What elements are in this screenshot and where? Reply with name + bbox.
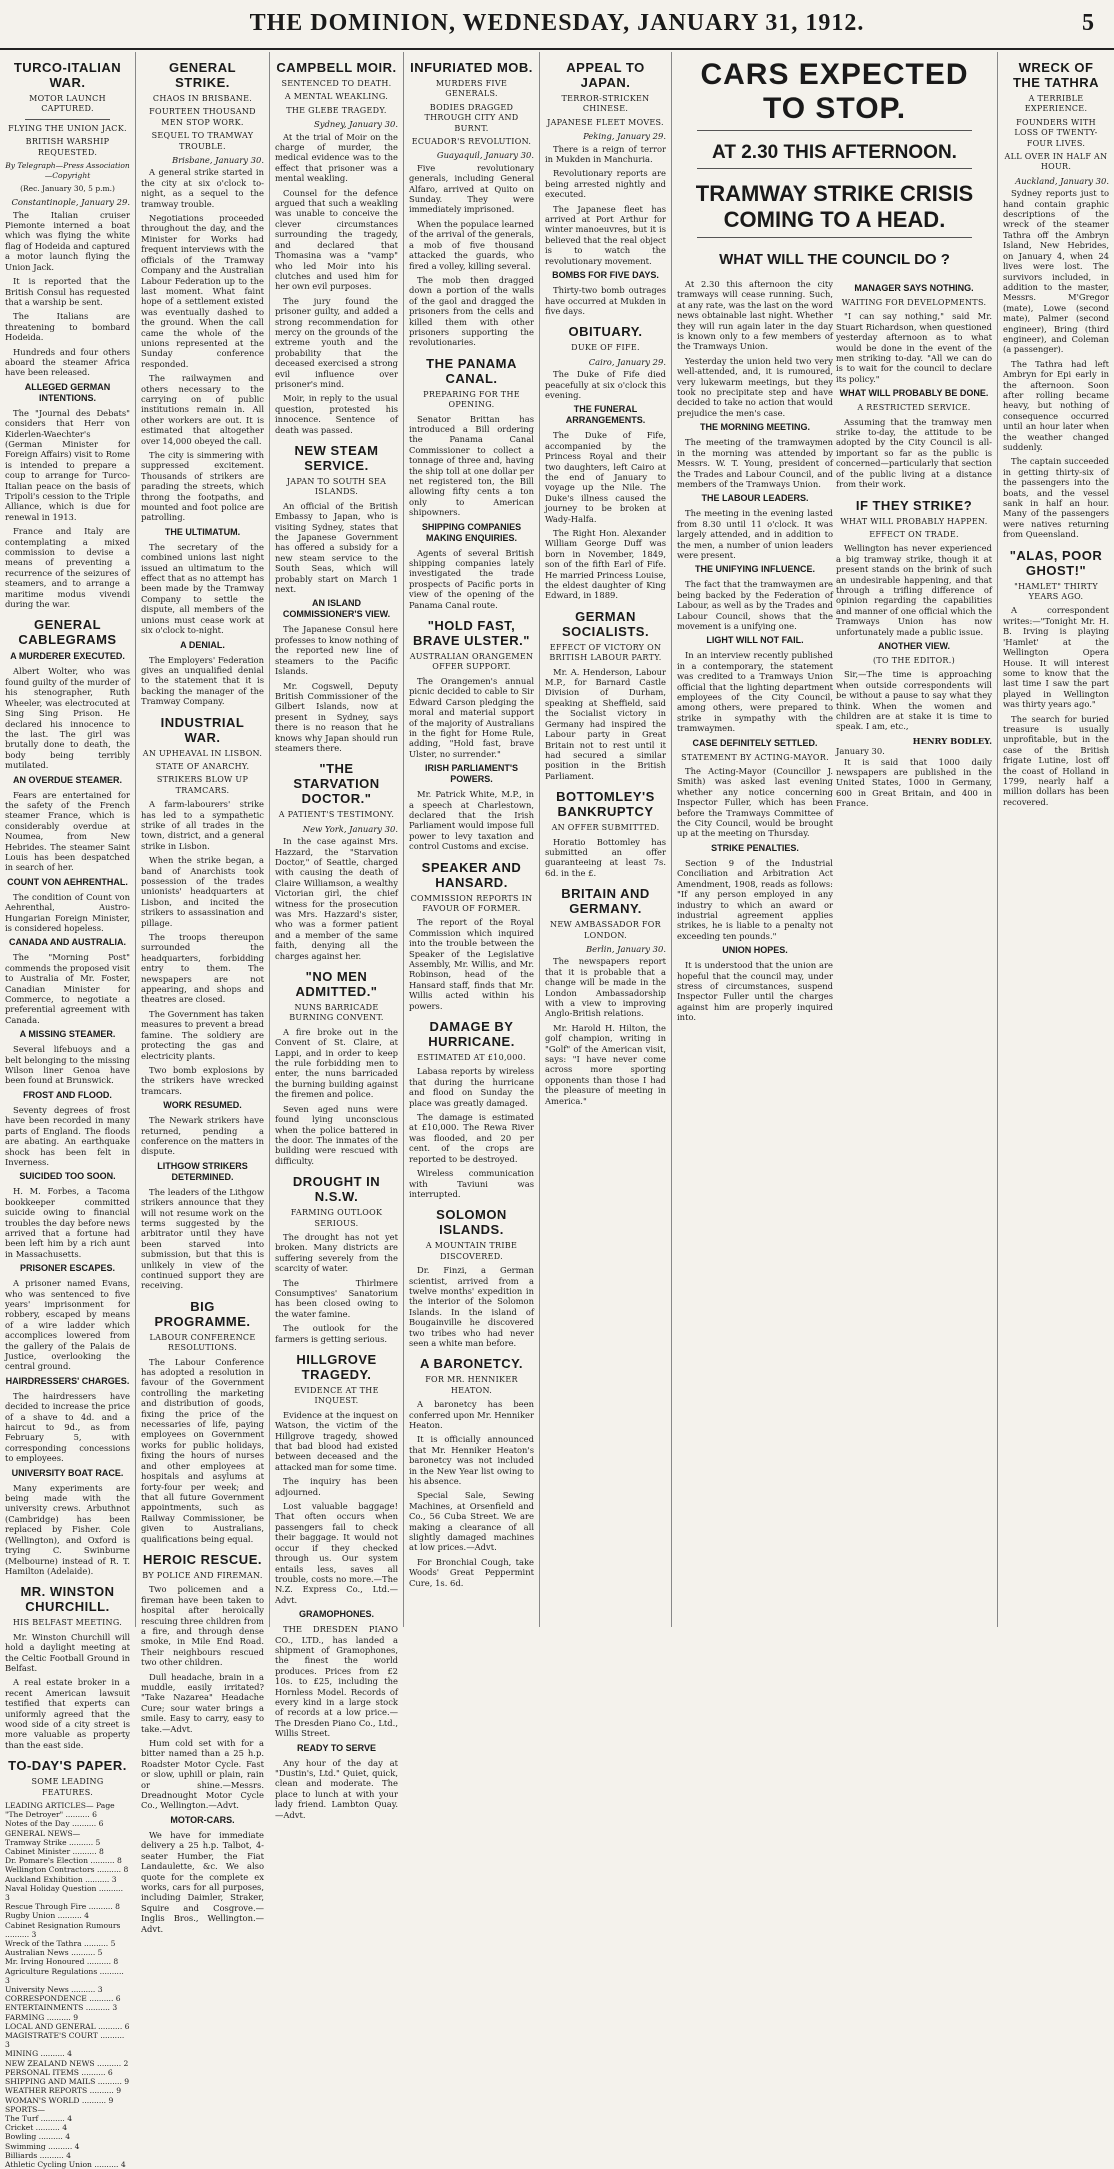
advertisement: Any hour of the day at "Dustin's, Ltd." Quiet, quick, clean and moderate. The place to lunch at with your lady friend. Lambton Quay.—Advt. — [275, 1757, 398, 1820]
article-paragraph: The damage is estimated at £10,000. The Rewa River was flooded, and 20 per cent. of the crops are reported to be destroyed. — [409, 1112, 534, 1164]
headline-heroic-rescue: HEROIC RESCUE. — [143, 1551, 262, 1567]
article-paragraph: A prisoner named Evans, who was sentenced to five years' imprisonment for robbery, escaped by means of a wire ladder which accomplices lowered from the gallery of the Palais de Justice, overlooking the central ground. — [5, 1278, 130, 1372]
article-paragraph: Albert Wolter, who was found guilty of the murder of his stenographer, Ruth Wheeler, was electrocuted at Sing Sing Prison. He declared his innocence to the last. The girl was brutally done to death, the body being terribly mutilated. — [5, 666, 130, 771]
headline-if-they-strike: IF THEY STRIKE? — [855, 497, 973, 513]
deck: MOTOR LAUNCH CAPTURED. — [29, 94, 106, 114]
headline-infuriated-mob: INFURIATED MOB. — [410, 60, 533, 75]
subhead: UNIVERSITY BOAT RACE. — [11, 1467, 124, 1478]
deck: AN OFFER SUBMITTED. — [551, 823, 660, 833]
deck: A TERRIBLE EXPERIENCE. — [1024, 94, 1088, 114]
subhead: THE LABOUR LEADERS. — [701, 493, 809, 504]
lead-subheadline: TRAMWAY STRIKE CRISIS COMING TO A HEAD. — [695, 181, 974, 232]
headline-bottomley: BOTTOMLEY'S BANKRUPTCY — [556, 789, 655, 820]
article-paragraph: The Japanese fleet has arrived at Port Arthur for winter manoeuvres, but it is believed that the real object is to watch the revolutionary movement. — [545, 203, 666, 266]
article-paragraph: Thirty-two bomb outrages have occurred at Mukden in five days. — [545, 285, 666, 316]
contents-item: Wreck of the Tathra .......... 5 — [5, 1939, 116, 1949]
divider — [697, 130, 972, 131]
contents-item: Mr. Irving Honoured .......... 8 — [5, 1957, 119, 1967]
advertisement: Dull headache, brain in a muddle, easily irritated? "Take Nazarea" Headache Cure; sour water brings a smile. Easy to carry, easy to take.—Advt. — [141, 1671, 264, 1734]
contents-item: PERSONAL ITEMS .......... 6 — [5, 2067, 113, 2077]
dateline: Brisbane, January 30. — [171, 155, 264, 166]
advertisement: We have for immediate delivery a 25 h.p. Talbot, 4-seater Humber, the Fiat Landaulette, &c. We also quote for the complete ex works, cars for all purposes, including Daimler, Straker, Squire and Cosgrove.—Inglis Bros., Wellington.—Advt. — [141, 1829, 264, 1934]
article-paragraph: In the case against Mrs. Hazzard, the "Starvation Doctor," of Seattle, charged with causing the death of Claire Williamson, a wealthy Victorian girl, the chief witness for the prosecution was Mrs. Hazzard's sister, who was a former patient and a member of the same faith, denying all the charges against her. — [275, 836, 398, 961]
article-paragraph: The hairdressers have decided to increase the price of a shave to 4d. and a haircut to 9d., as from February 5, with corresponding concessions to employees. — [5, 1390, 130, 1464]
headline-starvation-doctor: "THE STARVATION DOCTOR." — [293, 761, 380, 807]
article-paragraph: The Orangemen's annual picnic decided to cable to Sir Edward Carson pledging the moral and material support of the majority of Australians in the fight for Home Rule, adding, "Hold fast, brave Ulster, no surrender." — [409, 675, 534, 759]
article-paragraph: It is understood that the union are hopeful that the council may, under stress of circumstances, suspend Inspector Fuller until the charges against him are properly inquired into. — [677, 960, 833, 1023]
column-5 — [540, 52, 672, 1627]
article-paragraph: Mr. Winston Churchill will hold a daylight meeting at the Celtic Football Ground in Belfast. — [5, 1631, 130, 1673]
article-paragraph: The Government has taken measures to prevent a bread famine. The soldiery are protecting the gas and electricity plants. — [141, 1008, 264, 1061]
deck: EFFECT OF VICTORY ON BRITISH LABOUR PARTY. — [549, 642, 662, 663]
subhead: ANOTHER VIEW. — [877, 640, 950, 651]
column-1 — [0, 52, 136, 2169]
deck: A MOUNTAIN TRIBE DISCOVERED. — [425, 1241, 518, 1261]
deck: AUSTRALIAN ORANGEMEN OFFER SUPPORT. — [409, 652, 534, 672]
headline-big-programme: BIG PROGRAMME. — [154, 1298, 251, 1329]
deck: STATE OF ANARCHY. — [155, 761, 250, 771]
article-paragraph: It is said that 1000 daily newspapers are published in the United States, 1000 in Germany, 600 in Great Britain, and 400 in France. — [836, 756, 992, 809]
article-paragraph: A real estate broker in a recent American lawsuit testified that experts can uniformly agreed that the wood side of a city street is more valuable as property than the east side. — [5, 1677, 130, 1750]
article-paragraph: Mr. A. Henderson, Labour M.P., for Barnard Castle Division of Durham, speaking at Sheffield, said the Socialist victory in Germany had inspired the Labour party in Great Britain not to rest until it had secured a similar position in the British Parliament. — [545, 666, 666, 781]
subhead: CASE DEFINITELY SETTLED. — [692, 737, 818, 748]
article-paragraph: Negotiations proceeded throughout the day, and the Minister for Works had frequent interviews with the officials of the Tramway Company and the Australian Labour Federation up to the last moment. What faint hope of a settlement existed was eventually dashed to the ground. When the call came the whole of the unions represented at the Sunday conference responded. — [141, 213, 264, 369]
subhead: A MISSING STEAMER. — [19, 1029, 116, 1040]
headline-no-men-admitted: "NO MEN ADMITTED." — [295, 969, 378, 1000]
article-paragraph: The Tathra had left Ambryn for Epi early in the afternoon. Soon after rolling became heavy, but nothing of consequence occurred until an hour later when the weather changed suddenly. — [1003, 358, 1109, 452]
article-paragraph: Sir,—The time is approaching when outside correspondents will be without a pause to say what they think. When the women and children are at stake it is time to speak. I am, etc., — [836, 669, 992, 732]
contents-item: "The Detroyer" .......... 6 — [5, 1810, 97, 1820]
subhead: COUNT VON AEHRENTHAL. — [7, 876, 128, 887]
article-paragraph: The newspapers report that it is probable that a change will be made in the London Ambassadorship with a view to improving Anglo-British relations. — [545, 956, 666, 1019]
article-paragraph: The meeting of the tramwaymen in the morning was attended by Messrs. W. T. Young, president of the Trades and Labour Council, and members of the Tramways Union. — [677, 437, 833, 489]
subhead: A MURDERER EXECUTED. — [10, 651, 125, 662]
contents-item: Auckland Exhibition .......... 3 — [5, 1874, 117, 1884]
subhead: STRIKE PENALTIES. — [711, 842, 799, 853]
headline-appeal-to-japan: APPEAL TO JAPAN. — [566, 60, 645, 90]
article-paragraph: Two policemen and a fireman have been taken to hospital after heroically rescuing three children from a fire, and through dense smoke, in Mile End Road. Their neighbours rescued two other children. — [141, 1584, 264, 1668]
deck: JAPAN TO SOUTH SEA ISLANDS. — [286, 477, 387, 497]
article-paragraph: The secretary of the combined unions last night issued an ultimatum to the effect that as no attempt has been made by the Tramway Company to settle the dispute, all members of the unions must cease work at six o'clock to-night. — [141, 541, 264, 636]
article-paragraph: Wireless communication with Taviuni was interrupted. — [409, 1168, 534, 1199]
contents-item: Notes of the Day .......... 6 — [5, 1819, 104, 1829]
subhead: READY TO SERVE — [296, 1742, 377, 1753]
article-paragraph: Fears are entertained for the safety of the French steamer France, which is considerably overdue at Noumea, from New Hebrides. The steamer Saint Louis has been despatched in search of her. — [5, 789, 130, 873]
deck: FARMING OUTLOOK SERIOUS. — [290, 1208, 383, 1228]
advertisement: Lost valuable baggage! That often occurs when passengers fail to check their baggage. It would not occur if they checked through us. Our system entails less, saves all trouble, costs no more.—The N.Z. Express Co., Ltd.—Advt. — [275, 1501, 398, 1605]
deck: TERROR-STRICKEN CHINESE. — [561, 94, 650, 114]
headline-speaker-hansard: SPEAKER AND HANSARD. — [421, 859, 522, 890]
headline-hold-fast-ulster: "HOLD FAST, BRAVE ULSTER." — [413, 618, 530, 649]
subhead: IRISH PARLIAMENT'S POWERS. — [425, 763, 518, 785]
subhead: AN ISLAND COMMISSIONER'S VIEW. — [282, 598, 391, 620]
contents-item: Tramway Strike .......... 5 — [5, 1837, 101, 1847]
article-paragraph: Mr. Harold H. Hilton, the golf champion, writing in "Golf" of the American visit, says: "I have never come across more sporting opponents than those I had the pleasure of meeting in America." — [545, 1022, 666, 1106]
article-paragraph: The Duke of Fife died peacefully at six o'clock this evening. — [545, 369, 666, 400]
deck: FOUNDERS WITH LOSS OF TWENTY-FOUR LIVES. — [1014, 117, 1098, 148]
advertisement: THE DRESDEN PIANO CO., LTD., has landed a shipment of Gramophones, the finest the world produces. Prices from £2 10s. to £25, including the Hornless Model. Records of every kind in a large stock of records at a low price.—The Dresden Piano Co., Ltd., Willis Street. — [275, 1624, 398, 1739]
article-paragraph: The "Journal des Debats" considers that Herr von Kiderlen-Waechter's (German Minister for Foreign Affairs) visit to Rome is intended to prepare a coup to arrange for Turco-Italian peace on the basis of Tripoli's cession to the Triple Alliance, which is due for renewal in 1913. — [5, 407, 130, 522]
article-paragraph: When the strike began, a band of Anarchists took possession of the trades unionists' headquarters at Lisbon, and incited the strikers to assassination and pillage. — [141, 855, 264, 928]
deck: AN UPHEAVAL IN LISBON. — [142, 748, 263, 758]
letter-signature: HENRY BODLEY. — [912, 735, 992, 746]
contents-item: LEADING ARTICLES— Page — [5, 1801, 115, 1810]
article-paragraph: Two bomb explosions by the strikers have wrecked tramcars. — [141, 1064, 264, 1096]
article-paragraph: It is reported that the British Consul has requested that a warship be sent. — [5, 276, 130, 307]
deck: A MENTAL WEAKLING. — [284, 92, 389, 102]
contents-item: NEW ZEALAND NEWS .......... 2 — [5, 2058, 129, 2068]
contents-item: The Turf .......... 4 — [5, 2113, 73, 2123]
subhead: MANAGER SAYS NOTHING. — [854, 283, 974, 293]
contents-item: Billiards .......... 4 — [5, 2150, 72, 2160]
lead-right-half — [836, 279, 992, 1027]
article-paragraph: The "Morning Post" commends the proposed visit to Australia of Mr. Foster, Canadian Minister for Commerce, to negotiate a preferential agreement with Canada. — [5, 952, 130, 1025]
headline-alas-poor-ghost: "ALAS, POOR GHOST!" — [1009, 547, 1103, 578]
article-paragraph: The inquiry has been adjourned. — [275, 1476, 398, 1497]
article-paragraph: A farm-labourers' strike has led to a sympathetic strike of all trades in the town, district, and a general strike in Lisbon. — [141, 799, 264, 851]
subhead: MOTOR-CARS. — [170, 1814, 235, 1825]
subhead: LIGHT WILL NOT FAIL. — [706, 635, 804, 646]
article-paragraph: The outlook for the farmers is getting serious. — [275, 1323, 398, 1344]
letter-date: January 30. — [836, 746, 885, 757]
deck: THE GLEBE TRAGEDY. — [286, 105, 387, 115]
article-paragraph: The captain succeeded in getting thirty-six of the passengers into the boats, and the vessel sank in half an hour. Many of the passengers were natives returning from Queensland. — [1003, 456, 1109, 540]
lead-subheadline: AT 2.30 THIS AFTERNOON. — [712, 142, 957, 163]
deck: STRIKERS BLOW UP TRAMCARS. — [156, 775, 249, 795]
divider — [25, 119, 110, 120]
headline-general-strike: GENERAL STRIKE. — [168, 60, 237, 90]
article-paragraph: The Italians are threatening to bombard Hodeida. — [5, 311, 130, 343]
article-paragraph: "I can say nothing," said Mr. Stuart Richardson, when questioned yesterday afternoon as to what would be done in the event of the men striking to-day. "All we can do is to wait for the council to declare its policy." — [836, 311, 992, 384]
deck: EFFECT ON TRADE. — [869, 529, 959, 539]
article-paragraph: Counsel for the defence argued that such a weakling was unable to conceive the clever circumstances surrounding the tragedy, and declared that Thomasina was a "vamp" who led Moir into his clutches and used him for her own evil purposes. — [275, 187, 398, 292]
article-paragraph: A baronetcy has been conferred upon Mr. Henniker Heaton. — [409, 1399, 534, 1430]
masthead — [0, 0, 1114, 50]
article-paragraph: Moir, in reply to the usual question, protested his innocence. Sentence of death was passed. — [275, 393, 398, 435]
contents-item: WEATHER REPORTS .......... 9 — [5, 2086, 122, 2096]
article-paragraph: Dr. Finzi, a German scientist, arrived from a twelve months' expedition in the interior of the Solomon Islands. In the island of Bougainville he discovered two tribes who had never seen a white man before. — [409, 1265, 534, 1348]
column-7 — [998, 52, 1114, 1627]
deck: (TO THE EDITOR.) — [872, 655, 956, 665]
contents-item: MINING .......... 4 — [5, 2049, 72, 2059]
article-paragraph: At 2.30 this afternoon the city tramways will cease running. Such, at any rate, was the last on the word news obtainable last night. Whether they will run again later in the day is known only to a few members of the Tramways Union. — [677, 279, 833, 352]
column-4 — [404, 52, 540, 1627]
article-paragraph: The railwaymen and others necessary to the carrying on of public institutions remain in. All other workers are out. It is estimated that altogether over 14,000 obeyed the call. — [141, 373, 264, 446]
article-paragraph: Wellington has never experienced a big tramway strike, though it at present stands on the brink of such an undesirable happening, and that through a trifling difference of opinion regarding the capabilities and manner of one official which the Tramways Union has now unfortunately made a public issue. — [836, 543, 992, 637]
article-paragraph: The Labour Conference has adopted a resolution in favour of the Government controlling the marketing and distribution of goods, fixing the price of the necessaries of life, paying employees on Government works for public holidays, fixing the hours of nurses and other employees at hospitals and asylums at forty-four per week; and that all future Government appointments, such as Railway Commissioner, be given to Australians, qualifications being equal. — [141, 1356, 264, 1544]
article-paragraph: Seventy degrees of frost have been recorded in many parts of England. The floods are abating. An earthquake shock has been felt in Inverness. — [5, 1104, 130, 1167]
article-paragraph: The troops thereupon surrounded the headquarters, forbidding entry to them. The newspapers are not appearing, and shops and theatres are closed. — [141, 932, 264, 1005]
contents-item: Agriculture Regulations .......... 3 — [5, 1966, 124, 1985]
headline-turco-italian: TURCO-ITALIAN WAR. — [13, 60, 122, 90]
article-paragraph: Section 9 of the Industrial Conciliation and Arbitration Act Amendment, 1908, reads as follows: "If any person employed in any industry to which an award or industrial agreement applies strikes, he is liable to a penalty not exceeding ten pounds." — [677, 857, 833, 941]
article-paragraph: Agents of several British shipping companies lately investigated the trade prospects of Pacific ports in view of the opening of the Panama Canal route. — [409, 547, 534, 610]
subhead: GRAMOPHONES. — [298, 1609, 374, 1620]
deck: BY POLICE AND FIREMAN. — [142, 1570, 263, 1580]
column-2 — [136, 52, 270, 1934]
contents-item: Swimming .......... 4 — [5, 2141, 80, 2151]
article-paragraph: Sydney reports just to hand contain graphic descriptions of the wreck of the steamer Tathra off the Ambryn Island, New Hebrides, on January 4, when 24 lives were lost. The survivors included, in addition to the master, Messrs. M'Gregor (mate), Lowe (second mate), Palmer (second engineer), Bring (third engineer), and Coleman (a passenger). — [1003, 188, 1109, 355]
article-paragraph: When the populace learned of the arrival of the generals, a mob of five thousand attacked the guards, who fired a volley, killing several. — [409, 218, 534, 271]
headline-drought: DROUGHT IN N.S.W. — [292, 1174, 381, 1205]
subhead: ALLEGED GERMAN INTENTIONS. — [24, 381, 111, 403]
deck: FLYING THE UNION JACK. — [8, 123, 127, 133]
contents-item: University News .......... 3 — [5, 1985, 103, 1995]
subhead: WORK RESUMED. — [163, 1100, 242, 1111]
article-paragraph: There is a reign of terror in Mukden in Manchuria. — [545, 143, 666, 165]
deck: SENTENCED TO DEATH. — [281, 79, 392, 88]
headline-industrial-war: INDUSTRIAL WAR. — [160, 714, 245, 745]
dateline: New York, January 30. — [302, 823, 398, 834]
deck: FOR MR. HENNIKER HEATON. — [425, 1375, 518, 1395]
dateline: Auckland, January 30. — [1015, 175, 1109, 186]
deck: JAPANESE FLEET MOVES. — [547, 117, 664, 127]
contents-item: GENERAL NEWS— — [5, 1828, 81, 1838]
dateline: Peking, January 29. — [583, 131, 666, 142]
subhead: PRISONER ESCAPES. — [19, 1263, 116, 1274]
dateline: Cairo, January 29. — [588, 356, 666, 367]
divider — [697, 237, 972, 238]
advertisement: Special Sale, Sewing Machines, at Orsenfield and Co., 56 Cuba Street. We are making a clearance of all slightly damaged machines at low prices.—Advt. — [409, 1490, 534, 1553]
deck: SOME LEADING FEATURES. — [31, 1777, 104, 1797]
dateline: Constantinople, January 29. — [11, 197, 130, 208]
headline-todays-paper: TO-DAY'S PAPER. — [8, 1758, 127, 1774]
article-paragraph: The Thirlmere Consumptives' Sanatorium has been closed owing to the water famine. — [275, 1277, 398, 1319]
contents-item: Bowling .......... 4 — [5, 2132, 71, 2142]
article-paragraph: Revolutionary reports are being arrested nightly and executed. — [545, 168, 666, 200]
headline-german-socialists: GERMAN SOCIALISTS. — [561, 608, 650, 639]
contents-item: Rescue Through Fire .......... 8 — [5, 1902, 120, 1912]
article-paragraph: Five revolutionary generals, including General Alfaro, arrived at Quito on Sunday. They were immediately imprisoned. — [409, 162, 534, 215]
article-paragraph: The fact that the tramwaymen are being backed by the Federation of Labour, as well as by the Trades and Labour Council, shows that the movement is a unifying one. — [677, 579, 833, 631]
article-paragraph: The Employers' Federation gives an unqualified denial to the statement that it is backing the manager of the Tramway Company. — [141, 654, 264, 707]
deck: "HAMLET" THIRTY YEARS AGO. — [1014, 581, 1098, 602]
subhead: BOMBS FOR FIVE DAYS. — [552, 270, 659, 281]
article-paragraph: Assuming that the tramway men strike to-day, the attitude to be adopted by the City Council is all-important so far as the public is concerned—particularly that section of the public living at a distance from their work. — [836, 416, 992, 490]
subhead: THE UNIFYING INFLUENCE. — [694, 564, 815, 575]
subhead: THE ULTIMATUM. — [164, 526, 241, 537]
contents-item: Australian News .......... 5 — [5, 1948, 103, 1958]
article-paragraph: Labasa reports by wireless that during the hurricane and flood on Sunday the place was greatly damaged. — [409, 1066, 534, 1108]
subhead: THE FUNERAL ARRANGEMENTS. — [565, 404, 646, 426]
article-paragraph: H. M. Forbes, a Tacoma bookkeeper committed suicide owing to financial troubles the day before news arrived that a fortune had been left him by a rich aunt in Massachusetts. — [5, 1186, 130, 1259]
article-paragraph: The Italian cruiser Piemonte interned a boat which was flying the white flag of Hodeida and captured a motor launch flying the Union Jack. — [5, 209, 130, 272]
article-paragraph: France and Italy are contemplating a mixed commission to devise a means of preventing a recurrence of the seizures of steamers, and to arrange a maritime modus vivendi during the war. — [5, 526, 130, 610]
deck: A RESTRICTED SERVICE. — [857, 403, 971, 413]
headline-obituary: OBITUARY. — [568, 324, 643, 340]
contents-item: CORRESPONDENCE .......... 6 — [5, 1994, 121, 2004]
article-paragraph: The city is simmering with suppressed excitement. Thousands of strikers are parading the streets, which throng the footpaths, and mounted and foot police are patrolling. — [141, 450, 264, 523]
article-paragraph: Seven aged nuns were found lying unconscious when the police battered in the door. The inmates of the building were rescued with difficulty. — [275, 1103, 398, 1166]
article-paragraph: Evidence at the inquest on Watson, the victim of the Hillgrove tragedy, showed that bad blood had existed between deceased and the attacked man for some time. — [275, 1409, 398, 1472]
article-paragraph: Senator Brittan has introduced a Bill ordering the Panama Canal Commissioner to collect a tonnage of three and, having the ship toll at one dollar per net registered ton, the Bill allowing fifty cents a ton only to American shipowners. — [409, 413, 534, 518]
article-paragraph: A correspondent writes:—"Tonight Mr. H. B. Irving is playing 'Hamlet' at the Wellington Opera House. It will interest some to know that the last time I saw the part played in Wellington was thirty years ago." — [1003, 605, 1109, 710]
deck: A PATIENT'S TESTIMONY. — [278, 810, 395, 820]
article-paragraph: At the trial of Moir on the charge of murder, the medical evidence was to the effect that prisoner was a mental weakling. — [275, 131, 398, 184]
article-paragraph: Several lifebuoys and a belt belonging to the missing Wilson liner Genoa have been found at Brunswick. — [5, 1044, 130, 1086]
article-paragraph: Yesterday the union held two very well-attended, and, it is rumoured, very lukewarm meetings, but they took no precipitate step and have decided to take no action that would prejudice the men's case. — [677, 355, 833, 418]
deck: SEQUEL TO TRAMWAY TROUBLE. — [151, 131, 254, 151]
deck: NEW AMBASSADOR FOR LONDON. — [550, 920, 661, 940]
article-paragraph: A fire broke out in the Convent of St. Claire, at Lappi, and in order to keep the rule forbidding men to enter, the nuns barricaded the burning building against the firemen and police. — [275, 1026, 398, 1100]
deck: CHAOS IN BRISBANE. — [152, 94, 253, 103]
page-number: 5 — [1082, 10, 1094, 36]
article-paragraph: The drought has not yet broken. Many districts are suffering severely from the scarcity of water. — [275, 1231, 398, 1274]
deck: EVIDENCE AT THE INQUEST. — [294, 1386, 379, 1406]
headline-new-steam-service: NEW STEAM SERVICE. — [294, 443, 379, 473]
subhead: WHAT WILL PROBABLY BE DONE. — [839, 388, 989, 399]
subhead: AN OVERDUE STEAMER. — [12, 774, 122, 785]
contents-item: FARMING .......... 9 — [5, 2012, 79, 2022]
article-paragraph: The condition of Count von Aehrenthal, Austro-Hungarian Foreign Minister, is considered hopeless. — [5, 891, 130, 933]
deck: BODIES DRAGGED THROUGH CITY AND BURNT. — [424, 102, 519, 133]
contents-item: Athletic Cycling Union .......... 4 — [5, 2159, 126, 2169]
article-paragraph: The search for buried treasure is usually unprofitable, but in the case of the British frigate Lutine, lost off the coast of Holland in 1799, nearly half a million dollars has been recovered. — [1003, 713, 1109, 807]
deck: COMMISSION REPORTS IN FAVOUR OF FORMER. — [410, 893, 533, 913]
headline-panama-canal: THE PANAMA CANAL. — [426, 355, 517, 386]
advertisement: Hum cold set with for a bitter named than a 25 h.p. Roadster Motor Cycle. Fast or slow, uphill or plain, rain or shine.—Messrs. Dreadnought Motor Cycle Co., Wellington.—Advt. — [141, 1738, 264, 1811]
column-6-lead-story — [672, 52, 998, 1627]
contents-item: Dr. Pomare's Election .......... 8 — [5, 1856, 122, 1866]
subhead: CANADA AND AUSTRALIA. — [9, 937, 126, 948]
contents-item: Cabinet Minister .......... 8 — [5, 1847, 104, 1857]
contents-item: WOMAN'S WORLD .......... 9 — [5, 2095, 114, 2105]
deck: FOURTEEN THOUSAND MEN STOP WORK. — [149, 107, 256, 127]
dateline: Berlin, January 30. — [585, 943, 666, 954]
lead-left-half — [677, 279, 833, 1027]
lead-subheadline: WHAT WILL THE COUNCIL DO ? — [719, 251, 950, 268]
contents-item: Naval Holiday Question .......... 3 — [5, 1883, 123, 1903]
deck: HIS BELFAST MEETING. — [12, 1618, 123, 1628]
article-paragraph: The leaders of the Lithgow strikers announce that they will not resume work on the terms suggested by the arbitrator until they have been starved into submission, but that this is unlikely in view of the continued support they are receiving. — [141, 1186, 264, 1291]
subhead: A DENIAL. — [180, 639, 225, 650]
article-paragraph: An official of the British Embassy to Japan, who is visiting Sydney, states that the Japanese Government has offered a subsidy for a new steam service to the South Seas, which will probably start on March 1 next. — [275, 500, 398, 595]
deck: LABOUR CONFERENCE RESOLUTIONS. — [149, 1332, 256, 1353]
deck: DUKE OF FIFE. — [571, 343, 640, 353]
article-paragraph: Mr. Patrick White, M.P., in a speech at Charlestown, declared that the Irish Parliament would impose full power to levy taxation and control Customs and excise. — [409, 789, 534, 852]
article-paragraph: Mr. Cogswell, Deputy British Commissioner of the Gilbert Islands, now at present in Sydney, says there is no reason that he knows why Japan should run steamers there. — [275, 680, 398, 753]
contents-item: Wellington Contractors .......... 8 — [5, 1865, 129, 1875]
subhead: FROST AND FLOOD. — [23, 1089, 112, 1100]
deck: NUNS BARRICADE BURNING CONVENT. — [289, 1003, 384, 1023]
article-paragraph: Horatio Bottomley has submitted an offer guaranteeing at least 7s. 6d. in the £. — [545, 836, 666, 878]
article-paragraph: Hundreds and four others aboard the steamer Africa have been released. — [5, 346, 130, 378]
subhead: UNION HOPES. — [722, 945, 788, 956]
headline-britain-germany: BRITAIN AND GERMANY. — [561, 886, 650, 917]
advertisement: For Bronchial Cough, take Woods' Great Peppermint Cure, 1s. 6d. — [409, 1556, 534, 1588]
contents-item: Cabinet Resignation Rumours .......... 3 — [5, 1920, 121, 1939]
article-paragraph: The jury found the prisoner guilty, and added a strong recommendation for mercy on the grounds of the extreme youth and the probability that the deceased exercised a strong evil influence over prisoner's mind. — [275, 295, 398, 389]
press-credit: By Telegraph—Press Association—Copyright — [5, 161, 130, 181]
deck: MURDERS FIVE GENERALS. — [435, 79, 508, 99]
contents-item: SHIPPING AND MAILS .......... 9 — [5, 2077, 130, 2087]
subhead: SHIPPING COMPANIES MAKING ENQUIRIES. — [421, 521, 522, 543]
article-paragraph: The meeting in the evening lasted from 8.30 until 11 o'clock. It was largely attended, and in addition to the men, a number of union leaders were present. — [677, 508, 833, 560]
deck: ALL OVER IN HALF AN HOUR. — [1004, 152, 1108, 172]
contents-item: MAGISTRATE'S COURT .......... 3 — [5, 2031, 125, 2050]
contents-item: Cricket .......... 4 — [5, 2123, 68, 2133]
article-paragraph: The mob then dragged down a portion of the walls of the gaol and dragged the prisoners from the cells and killed them with other prisoners supporting the revolutionaries. — [409, 274, 534, 348]
article-paragraph: The Acting-Mayor (Councillor J. Smith) was asked last evening whether any notice concerning Inspector Fuller, which has been before the Tramways Committee of the City Council, would be brought up at the meeting on Thursday. — [677, 766, 833, 839]
deck: PREPARING FOR THE OPENING. — [423, 389, 520, 410]
subhead: HAIRDRESSERS' CHARGES. — [5, 1375, 130, 1386]
article-paragraph: A general strike started in the city at six o'clock to-night, as a sequel to the tramway trouble. — [141, 167, 264, 209]
headline-baronetcy: A BARONETCY. — [419, 1356, 524, 1372]
subhead: SUICIDED TOO SOON. — [19, 1171, 116, 1182]
headline-churchill: MR. WINSTON CHURCHILL. — [20, 1584, 115, 1615]
dateline: Sydney, January 30. — [314, 119, 398, 130]
article-paragraph: The report of the Royal Commission which inquired into the trouble between the Speaker of the Legislative Assembly, Mr. Willis, and Mr. Robinson, head of the Hansard staff, finds that Mr. Willis acted within his powers. — [409, 917, 534, 1011]
lead-headline: CARS EXPECTED TO STOP. — [700, 58, 969, 125]
headline-hillgrove: HILLGROVE TRAGEDY. — [296, 1352, 377, 1382]
contents-item: SPORTS— — [5, 2104, 45, 2114]
headline-solomon-islands: SOLOMON ISLANDS. — [436, 1207, 507, 1238]
deck: ESTIMATED AT £10,000. — [417, 1053, 526, 1063]
article-paragraph: The Japanese Consul here professes to know nothing of the reported new line of steamers to the Pacific Islands. — [275, 624, 398, 677]
article-paragraph: It is officially announced that Mr. Henniker Heaton's baronetcy was not included in the New Year list owing to his absence. — [409, 1434, 534, 1487]
article-paragraph: The Newark strikers have returned, pending a conference on the matters in dispute. — [141, 1115, 264, 1157]
dateline: Guayaquil, January 30. — [436, 150, 534, 161]
deck: ECUADOR'S REVOLUTION. — [411, 137, 532, 147]
headline-campbell-moir: CAMPBELL MOIR. — [276, 60, 397, 75]
headline-general-cablegrams: GENERAL CABLEGRAMS — [18, 617, 117, 648]
deck: WAITING FOR DEVELOPMENTS. — [841, 298, 987, 307]
deck: WHAT WILL PROBABLY HAPPEN. — [840, 516, 988, 526]
article-paragraph: Many experiments are being made with the university crews. Arbuthnot (Cambridge) has been replaced by Fisher. Cole (Wellington), and Oxford is trying C. Swinburne (Melbourne) instead of R. T. Hamilton (Adelaide). — [5, 1482, 130, 1576]
article-paragraph: The Duke of Fife, accompanied by the Princess Royal and their two daughters, left Cairo at the end of January to voyage up the Nile. The Duke's illness caused the journey to be broken at Wady-Halfa. — [545, 430, 666, 524]
subhead: THE MORNING MEETING. — [700, 422, 810, 433]
deck: BRITISH WARSHIP REQUESTED. — [25, 137, 110, 157]
column-3 — [270, 52, 404, 1820]
received-time: (Rec. January 30, 5 p.m.) — [20, 183, 115, 193]
divider — [697, 168, 972, 169]
contents-item: Rugby Union .......... 4 — [5, 1911, 90, 1921]
headline-damage-hurricane: DAMAGE BY HURRICANE. — [428, 1019, 515, 1050]
article-paragraph: In an interview recently published in a contemporary, the statement was credited to a Tramways Union official that the lighting department employees of the City Council, among others, were prepared to strike in sympathy with the tramwaymen. — [677, 650, 833, 734]
contents-item: ENTERTAINMENTS .......... 3 — [5, 2003, 118, 2013]
subhead: LITHGOW STRIKERS DETERMINED. — [157, 1160, 248, 1182]
masthead-title: THE DOMINION, WEDNESDAY, JANUARY 31, 1912. — [249, 10, 865, 36]
contents-list — [5, 1801, 130, 2169]
deck: STATEMENT BY ACTING-MAYOR. — [681, 752, 829, 762]
contents-item: LOCAL AND GENERAL .......... 6 — [5, 2021, 130, 2031]
headline-wreck-tathra: WRECK OF THE TATHRA — [1012, 60, 1100, 90]
article-paragraph: The Right Hon. Alexander William George Duff was born in November, 1849, son of the fifth Earl of Fife. He married Princess Louise, the eldest daughter of King Edward, in 1889. — [545, 528, 666, 601]
lead-story-body — [677, 279, 992, 1027]
